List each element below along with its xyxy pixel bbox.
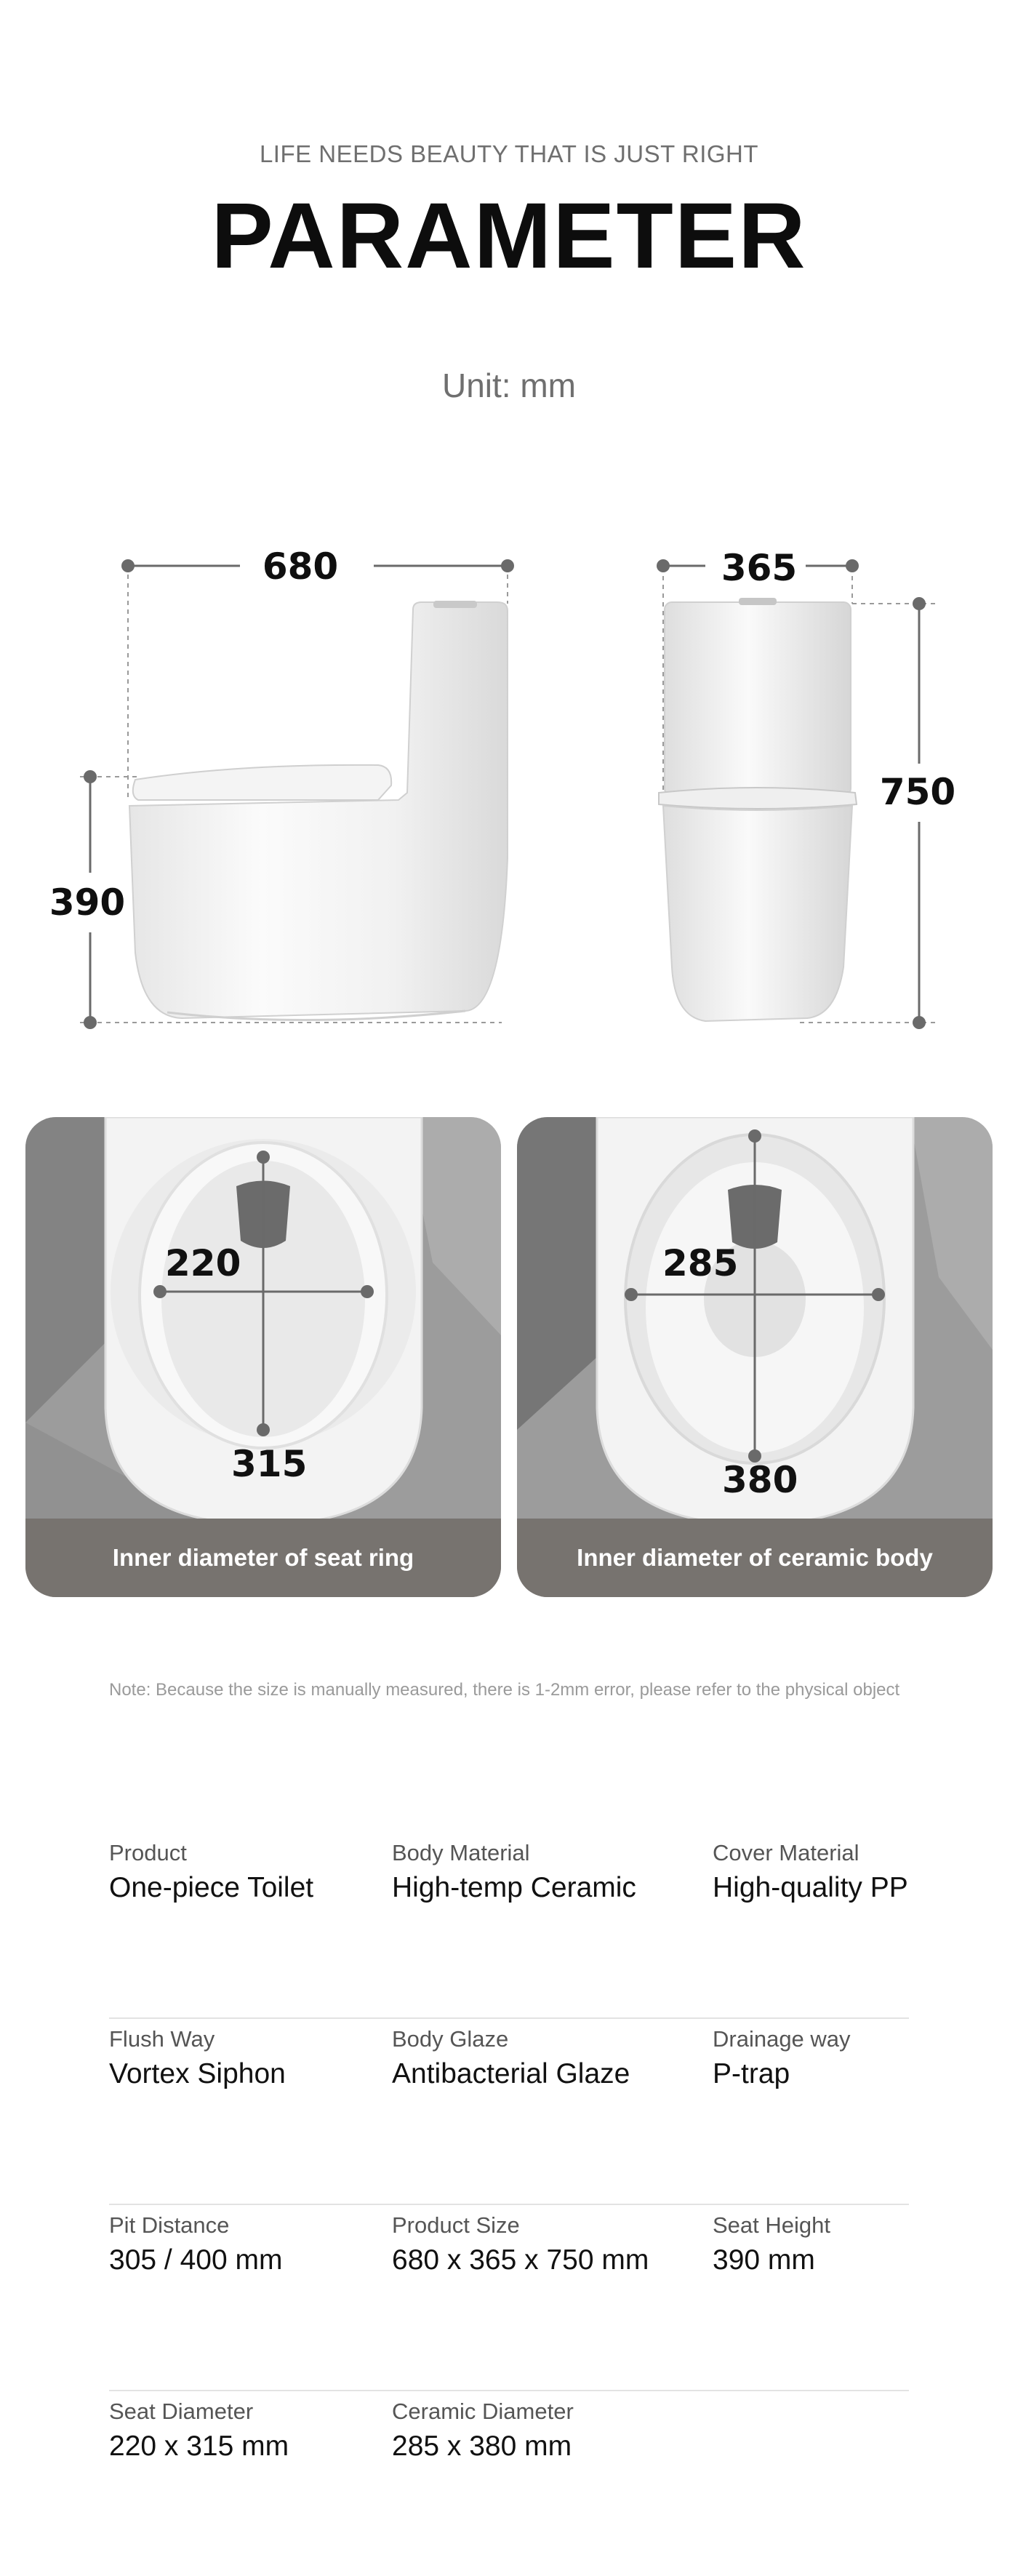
spec-item <box>109 2212 282 2276</box>
ceramic-body-card <box>517 1117 993 1597</box>
ceramic-body-caption: Inner diameter of ceramic body <box>517 1519 993 1597</box>
spec-item <box>713 2026 851 2090</box>
spec-value: High-temp Ceramic <box>392 1872 636 1903</box>
spec-value: 285 x 380 mm <box>392 2431 572 2462</box>
spec-item <box>109 2399 289 2463</box>
spec-value: 390 mm <box>713 2244 815 2276</box>
unit-label: Unit: mm <box>442 367 576 404</box>
measurement-note: Note: Because the size is manually measured, there is 1-2mm error, please refer to the physical object <box>109 1680 900 1700</box>
spec-row <box>109 1833 909 2019</box>
spec-label: Product <box>109 1840 187 1865</box>
side-view-toilet-image <box>129 601 508 1020</box>
seat-ring-horizontal-label: 220 <box>165 1242 241 1284</box>
spec-item <box>713 2212 830 2276</box>
spec-label: Drainage way <box>713 2026 851 2052</box>
spec-label: Pit Distance <box>109 2212 230 2238</box>
spec-value: High-quality PP <box>713 1872 908 1903</box>
spec-item <box>392 2212 649 2276</box>
spec-item <box>109 2026 286 2090</box>
spec-label: Seat Height <box>713 2212 830 2238</box>
page-title: PARAMETER <box>211 184 807 288</box>
spec-item <box>392 2399 574 2463</box>
spec-item <box>109 1840 313 1904</box>
spec-label: Body Glaze <box>392 2026 509 2052</box>
spec-table <box>109 1833 909 2576</box>
total-height-label: 750 <box>879 771 956 813</box>
spec-value: 305 / 400 mm <box>109 2244 283 2276</box>
front-view-toilet-image <box>659 598 857 1021</box>
spec-item <box>392 2026 630 2090</box>
spec-label: Seat Diameter <box>109 2399 254 2424</box>
spec-value: One-piece Toilet <box>109 1872 314 1903</box>
spec-item <box>713 1840 908 1904</box>
spec-value: Vortex Siphon <box>109 2058 286 2089</box>
dimension-drawing <box>0 509 1018 1047</box>
spec-value: P-trap <box>713 2058 790 2089</box>
side-width-label: 680 <box>262 545 339 588</box>
spec-row <box>109 2019 909 2205</box>
spec-label: Cover Material <box>713 1840 859 1865</box>
spec-label: Product Size <box>392 2212 520 2238</box>
spec-label: Body Material <box>392 1840 530 1865</box>
spec-value: 220 x 315 mm <box>109 2431 289 2462</box>
seat-ring-vertical-label: 315 <box>231 1443 308 1485</box>
spec-row <box>109 2391 909 2576</box>
front-width-label: 365 <box>721 547 798 589</box>
spec-value: 680 x 365 x 750 mm <box>392 2244 649 2276</box>
seat-ring-card <box>25 1117 501 1597</box>
seat-ring-caption: Inner diameter of seat ring <box>25 1519 501 1597</box>
spec-item <box>392 1840 636 1904</box>
spec-value: Antibacterial Glaze <box>392 2058 630 2089</box>
spec-label: Ceramic Diameter <box>392 2399 574 2424</box>
ceramic-body-horizontal-label: 285 <box>662 1242 739 1284</box>
seat-height-label: 390 <box>49 881 126 924</box>
spec-label: Flush Way <box>109 2026 215 2052</box>
ceramic-body-vertical-label: 380 <box>722 1459 798 1501</box>
page-subtitle: LIFE NEEDS BEAUTY THAT IS JUST RIGHT <box>259 140 759 167</box>
spec-row <box>109 2205 909 2391</box>
